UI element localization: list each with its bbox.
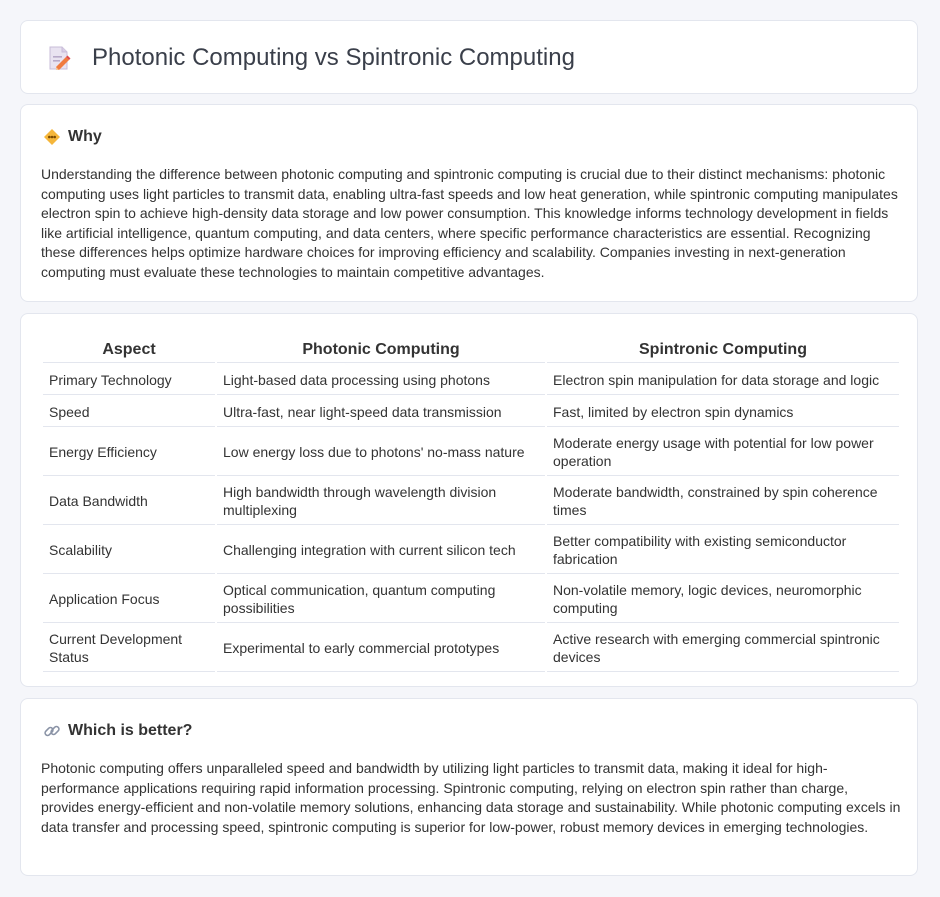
why-section	[20, 104, 918, 302]
aspect-cell: Data Bandwidth	[43, 478, 215, 525]
table-row	[43, 527, 899, 574]
photonic-cell: Experimental to early commercial prototypes	[217, 625, 545, 672]
spintronic-cell: Fast, limited by electron spin dynamics	[547, 397, 899, 427]
column-header-photonic: Photonic Computing	[217, 338, 545, 363]
aspect-cell: Primary Technology	[43, 365, 215, 395]
spintronic-cell: Electron spin manipulation for data storage and logic	[547, 365, 899, 395]
column-header-spintronic: Spintronic Computing	[547, 338, 899, 363]
spintronic-cell: Moderate bandwidth, constrained by spin coherence times	[547, 478, 899, 525]
photonic-cell: Challenging integration with current silicon tech	[217, 527, 545, 574]
aspect-cell: Current Development Status	[43, 625, 215, 672]
spintronic-cell: Non-volatile memory, logic devices, neuromorphic computing	[547, 576, 899, 623]
aspect-cell: Application Focus	[43, 576, 215, 623]
page-title: Photonic Computing vs Spintronic Computing	[92, 44, 575, 71]
photonic-cell: Low energy loss due to photons' no-mass nature	[217, 429, 545, 476]
table-row	[43, 397, 899, 427]
comparison-table	[41, 336, 901, 674]
better-heading: Which is better?	[68, 722, 193, 739]
table-row	[43, 365, 899, 395]
photonic-cell: Light-based data processing using photons	[217, 365, 545, 395]
which-is-better-section	[20, 698, 918, 876]
table-row	[43, 429, 899, 476]
aspect-cell: Scalability	[43, 527, 215, 574]
column-header-aspect: Aspect	[43, 338, 215, 363]
link-icon	[43, 722, 61, 740]
aspect-cell: Speed	[43, 397, 215, 427]
document-pencil-icon	[47, 45, 71, 71]
why-heading: Why	[68, 128, 102, 145]
photonic-cell: Optical communication, quantum computing possibilities	[217, 576, 545, 623]
comparison-section	[20, 313, 918, 687]
table-header-row	[43, 338, 899, 363]
spintronic-cell: Moderate energy usage with potential for low power operation	[547, 429, 899, 476]
better-paragraph: Photonic computing offers unparalleled speed and bandwidth by utilizing light particles to transmit data, making it ideal for high-performance applications requiring rapid information processing. Spintronic computing, relying on electron spin rather than charge, provides energy-efficient and non-volatile memory solutions, enhancing data storage and sustainability. While photonic computing excels in data transfer and processing speed, spintronic computing is superior for low-power, robust memory devices in emerging technologies.	[41, 760, 901, 835]
photonic-cell: High bandwidth through wavelength division multiplexing	[217, 478, 545, 525]
aspect-cell: Energy Efficiency	[43, 429, 215, 476]
why-paragraph: Understanding the difference between photonic computing and spintronic computing is crucial due to their distinct mechanisms: photonic computing uses light particles to transmit data, enabling ultra-fast speeds and low heat generation, while spintronic computing manipulates electron spin to achieve high-density data storage and low power consumption. This knowledge informs technology development in fields like artificial intelligence, quantum computing, and data centers, where specific performance characteristics are essential. Recognizing these differences helps optimize hardware choices for improving efficiency and scalability. Companies investing in next-generation computing must evaluate these technologies to maintain competitive advantages.	[41, 166, 898, 280]
spintronic-cell: Active research with emerging commercial spintronic devices	[547, 625, 899, 672]
warning-diamond-icon	[43, 128, 61, 146]
spintronic-cell: Better compatibility with existing semiconductor fabrication	[547, 527, 899, 574]
table-row	[43, 576, 899, 623]
table-row	[43, 478, 899, 525]
title-card	[20, 20, 918, 94]
photonic-cell: Ultra-fast, near light-speed data transmission	[217, 397, 545, 427]
table-row	[43, 625, 899, 672]
